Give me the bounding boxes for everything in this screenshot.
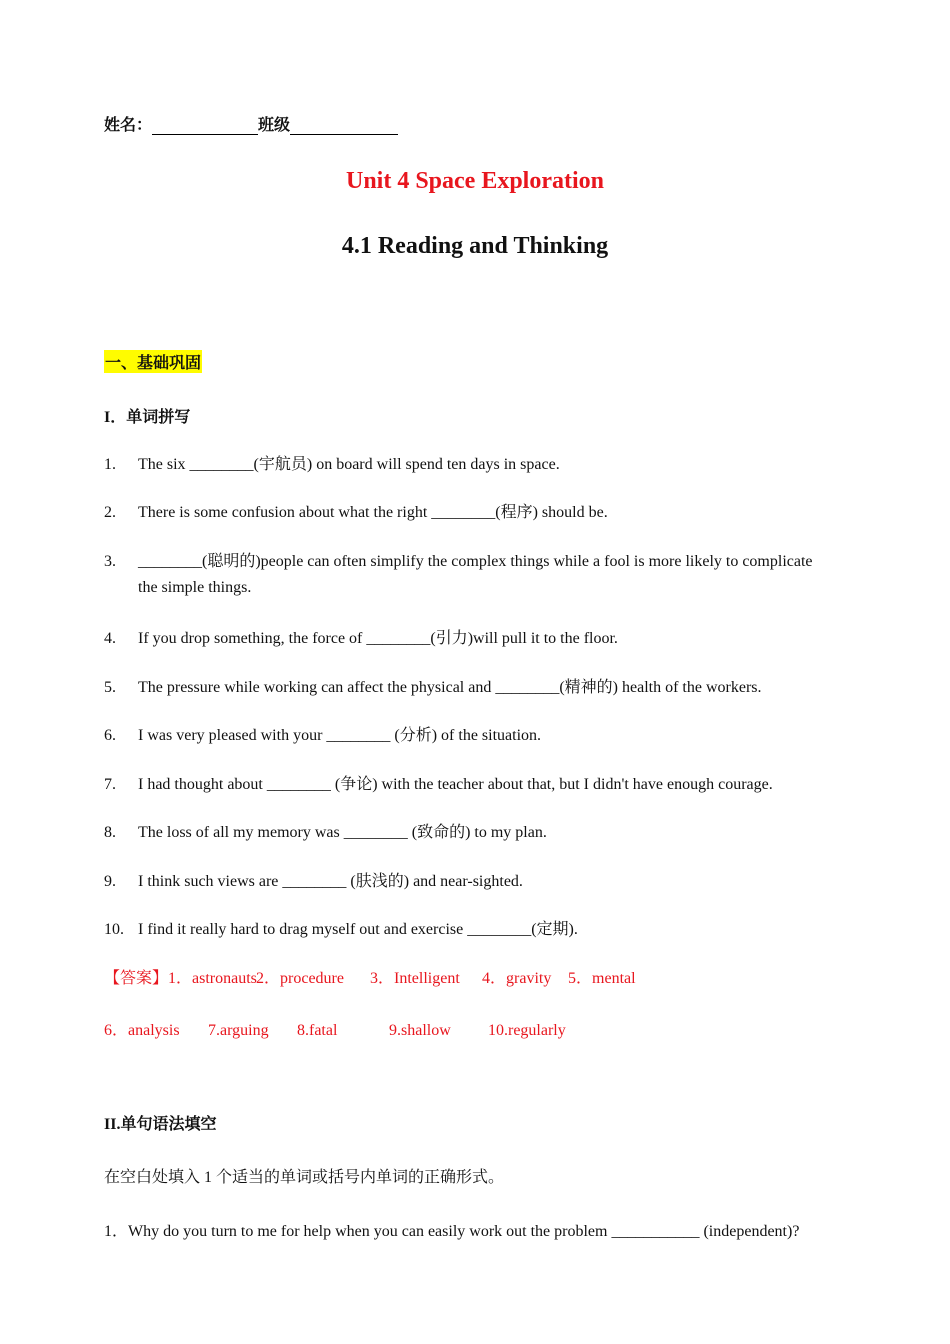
answer-item: 9.shallow <box>389 1022 451 1039</box>
student-info-line <box>104 112 398 135</box>
question-number: 5. <box>104 679 116 696</box>
question-text: The six ________(宇航员) on board will spend ten days in space. <box>138 456 560 473</box>
answer-item: 4．gravity <box>482 970 552 987</box>
question-text: The pressure while working can affect the physical and ________(精神的) health of the workers. <box>138 679 762 696</box>
question-text: There is some confusion about what the right ________(程序) should be. <box>138 504 608 521</box>
unit-title: Unit 4 Space Exploration <box>345 168 605 194</box>
part2-instruction: 在空白处填入 1 个适当的单词或括号内单词的正确形式。 <box>104 1169 505 1186</box>
part1-heading <box>104 404 190 427</box>
question-number: 9. <box>104 873 116 890</box>
question-item <box>104 771 773 794</box>
question-number: 7. <box>104 776 116 793</box>
question-item <box>104 1218 799 1241</box>
name-label: 姓名： <box>104 115 153 134</box>
question-number: 6. <box>104 727 116 744</box>
answer-item: 3．Intelligent <box>370 970 460 987</box>
lesson-title: 4.1 Reading and Thinking <box>341 233 609 259</box>
answer-item: 5．mental <box>568 970 636 987</box>
question-number: 8. <box>104 824 116 841</box>
question-item <box>104 625 618 648</box>
answer-item: 7.arguing <box>208 1022 269 1039</box>
question-continuation: the simple things. <box>138 579 252 596</box>
part1-title: 单词拼写 <box>126 407 191 426</box>
question-text: I think such views are ________ (肤浅的) and near-sighted. <box>138 873 523 890</box>
class-label: 班级 <box>258 115 291 134</box>
question-item <box>104 674 762 697</box>
question-item <box>104 916 578 939</box>
name-blank[interactable] <box>152 116 258 135</box>
question-text: The loss of all my memory was ________ (致命的) to my plan. <box>138 824 547 841</box>
question-item <box>104 722 541 745</box>
question-number: 2. <box>104 504 116 521</box>
question-text: If you drop something, the force of ________(引力)will pull it to the floor. <box>138 630 618 647</box>
answer-item: 10.regularly <box>488 1022 566 1039</box>
answer-item: 1．astronauts <box>168 970 257 987</box>
answer-key-row <box>104 965 636 988</box>
answer-label: 【答案】 <box>104 968 169 987</box>
part2-roman: II. <box>104 1116 121 1133</box>
answer-item: 2．procedure <box>256 970 344 987</box>
question-item <box>104 499 608 522</box>
question-text: I was very pleased with your ________ (分析) of the situation. <box>138 727 542 744</box>
question-text: I had thought about ________ (争论) with the teacher about that, but I didn't have enough courage. <box>138 776 773 793</box>
question-number: 1． <box>104 1223 129 1240</box>
question-item <box>104 868 523 891</box>
question-number: 1. <box>104 456 116 473</box>
question-number: 10. <box>104 921 124 938</box>
part1-roman: I． <box>104 409 127 426</box>
answer-item: 8.fatal <box>297 1022 338 1039</box>
question-number: 4. <box>104 630 116 647</box>
section-heading: 一、基础巩固 <box>104 350 202 373</box>
answer-item: 6．analysis <box>104 1022 180 1039</box>
question-text: ________(聪明的)people can often simplify the complex things while a fool is more likely to complicate <box>138 553 813 570</box>
class-blank[interactable] <box>290 116 398 135</box>
part2-heading <box>104 1111 216 1134</box>
question-item <box>104 548 813 571</box>
part2-title: 单句语法填空 <box>120 1114 217 1133</box>
question-item <box>104 819 547 842</box>
question-number: 3. <box>104 553 116 570</box>
question-text: Why do you turn to me for help when you can easily work out the problem ___________ (independent)? <box>128 1223 800 1240</box>
question-item <box>104 451 560 474</box>
question-text: I find it really hard to drag myself out and exercise ________(定期). <box>138 921 578 938</box>
answer-key-row <box>104 1017 566 1040</box>
